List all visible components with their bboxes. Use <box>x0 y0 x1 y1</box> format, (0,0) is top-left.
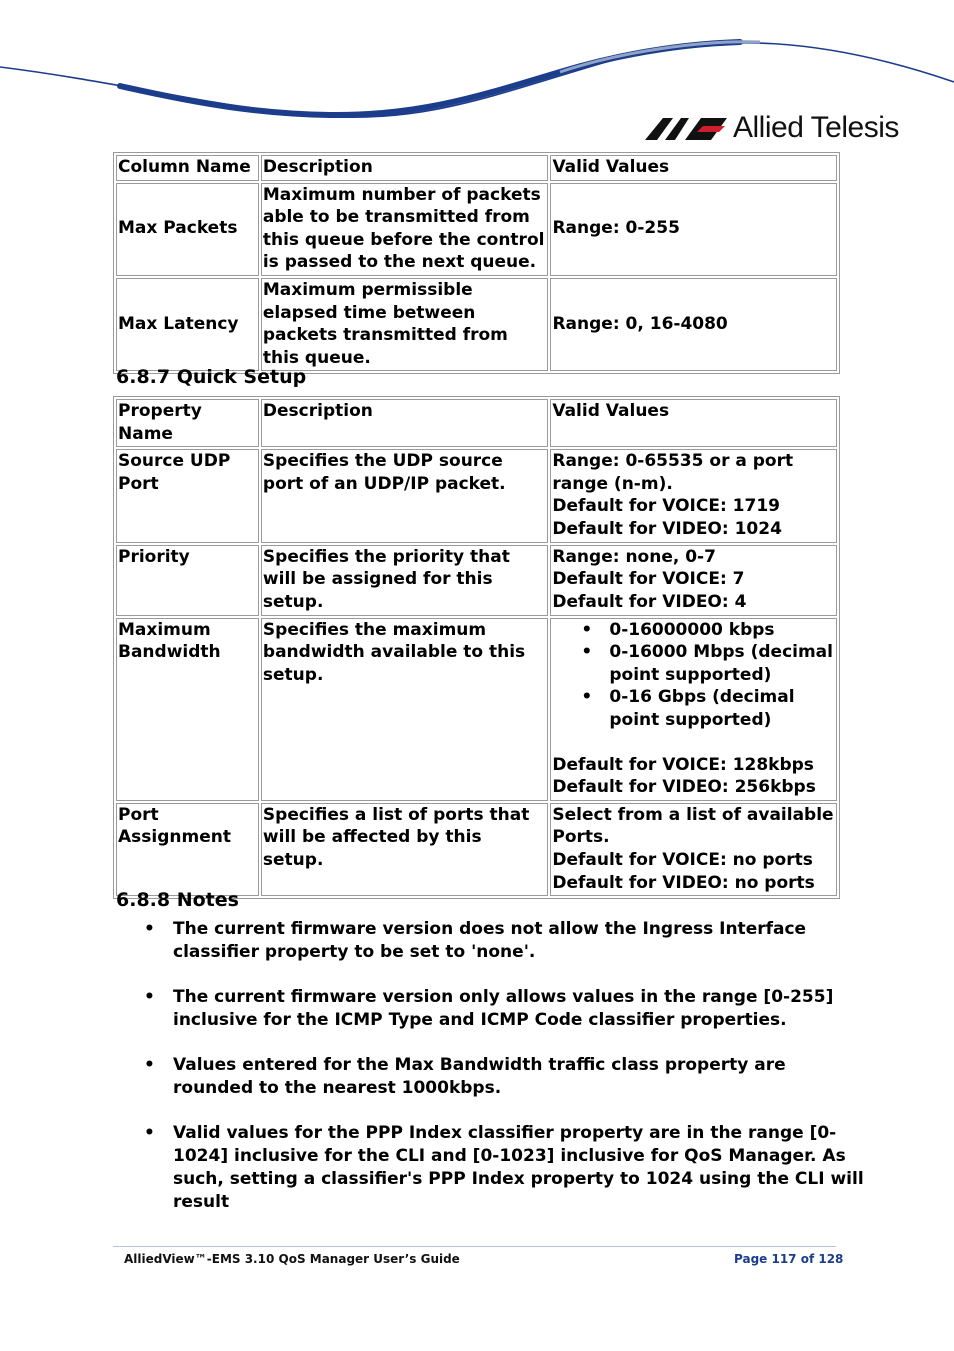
table-cell: Max Latency <box>116 278 259 371</box>
table-cell <box>550 618 837 801</box>
footer-page-number: Page 117 of 128 <box>734 1252 844 1266</box>
table-cell: Maximum permissible elapsed time between packets transmitted from this queue. <box>261 278 549 371</box>
allied-telesis-logo-mark-icon <box>645 114 727 142</box>
table-cell: Range: 0-255 <box>550 183 837 276</box>
table-cell: Specifies the priority that will be assigned for this setup. <box>261 545 548 616</box>
value-line: Range: none, 0-7 <box>552 546 716 567</box>
table-cell <box>550 803 837 896</box>
footer-title: AlliedView™-EMS 3.10 QoS Manager User’s Guide <box>124 1252 460 1266</box>
queue-columns-table <box>113 152 840 374</box>
section-heading-quick-setup: 6.8.7 Quick Setup <box>116 366 307 388</box>
logo-wordmark: Allied Telesis <box>733 111 899 144</box>
table-cell: Maximum Bandwidth <box>116 618 259 801</box>
header-cell: Valid Values <box>550 155 837 181</box>
section-heading-notes: 6.8.8 Notes <box>116 889 239 911</box>
bandwidth-range-list <box>552 619 836 732</box>
header-cell: Valid Values <box>550 399 837 447</box>
allied-telesis-logo <box>645 108 899 148</box>
table-row <box>116 449 837 542</box>
table-row <box>116 618 837 801</box>
header-cell: Description <box>261 155 549 181</box>
header-cell: Column Name <box>116 155 259 181</box>
table-cell: Priority <box>116 545 259 616</box>
header-cell: Description <box>261 399 548 447</box>
value-line: Default for VOICE: 1719 <box>552 496 780 517</box>
table-cell: Specifies the maximum bandwidth available to this setup. <box>261 618 548 801</box>
table-cell: Specifies the UDP source port of an UDP/IP packet. <box>261 449 548 542</box>
value-line: Default for VIDEO: 1024 <box>552 518 782 539</box>
value-line: Default for VOICE: no ports <box>552 849 813 870</box>
value-line: Default for VOICE: 7 <box>552 569 745 590</box>
table-cell <box>550 545 837 616</box>
quick-setup-table <box>113 396 840 899</box>
table-cell <box>550 449 837 542</box>
table-header-row <box>116 399 837 447</box>
table-cell: Maximum number of packets able to be transmitted from this queue before the control is passed to the next queue. <box>261 183 549 276</box>
value-line: Default for VIDEO: no ports <box>552 872 815 893</box>
list-item: • Valid values for the PPP Index classifier property are in the range [0-1024] inclusive for the CLI and [0-1023] inclusive for QoS Manager. As such, setting a classifier's PPP Index property to 1024 using the CLI will result <box>144 1122 864 1214</box>
list-item: • The current firmware version only allows values in the range [0-255] inclusive for the ICMP Type and ICMP Code classifier properties. <box>144 986 864 1032</box>
value-line: Default for VIDEO: 256kbps <box>552 777 816 798</box>
notes-list <box>144 918 864 1236</box>
table-header-row <box>116 155 837 181</box>
table-cell: Specifies a list of ports that will be affected by this setup. <box>261 803 548 896</box>
table-row <box>116 803 837 896</box>
table-cell: Source UDP Port <box>116 449 259 542</box>
value-line: Range: 0-65535 or a port range (n-m). <box>552 451 794 494</box>
value-line: Default for VIDEO: 4 <box>552 591 747 612</box>
value-line: Select from a list of available Ports. <box>552 804 834 848</box>
value-line: Default for VOICE: 128kbps <box>552 754 814 775</box>
table-cell: Max Packets <box>116 183 259 276</box>
table-cell: Port Assignment <box>116 803 259 896</box>
list-item: • 0-16000000 kbps <box>609 619 836 642</box>
list-item: • 0-16000 Mbps (decimal point supported) <box>609 641 836 686</box>
table-cell: Range: 0, 16-4080 <box>550 278 837 371</box>
list-item: • The current firmware version does not allow the Ingress Interface classifier property to be set to 'none'. <box>144 918 864 964</box>
footer-divider <box>113 1246 836 1247</box>
list-item: • 0-16 Gbps (decimal point supported) <box>609 686 836 731</box>
list-item: • Values entered for the Max Bandwidth traffic class property are rounded to the nearest 1000kbps. <box>144 1054 864 1100</box>
table-row <box>116 545 837 616</box>
table-row <box>116 278 837 371</box>
table-row <box>116 183 837 276</box>
header-cell: Property Name <box>116 399 259 447</box>
